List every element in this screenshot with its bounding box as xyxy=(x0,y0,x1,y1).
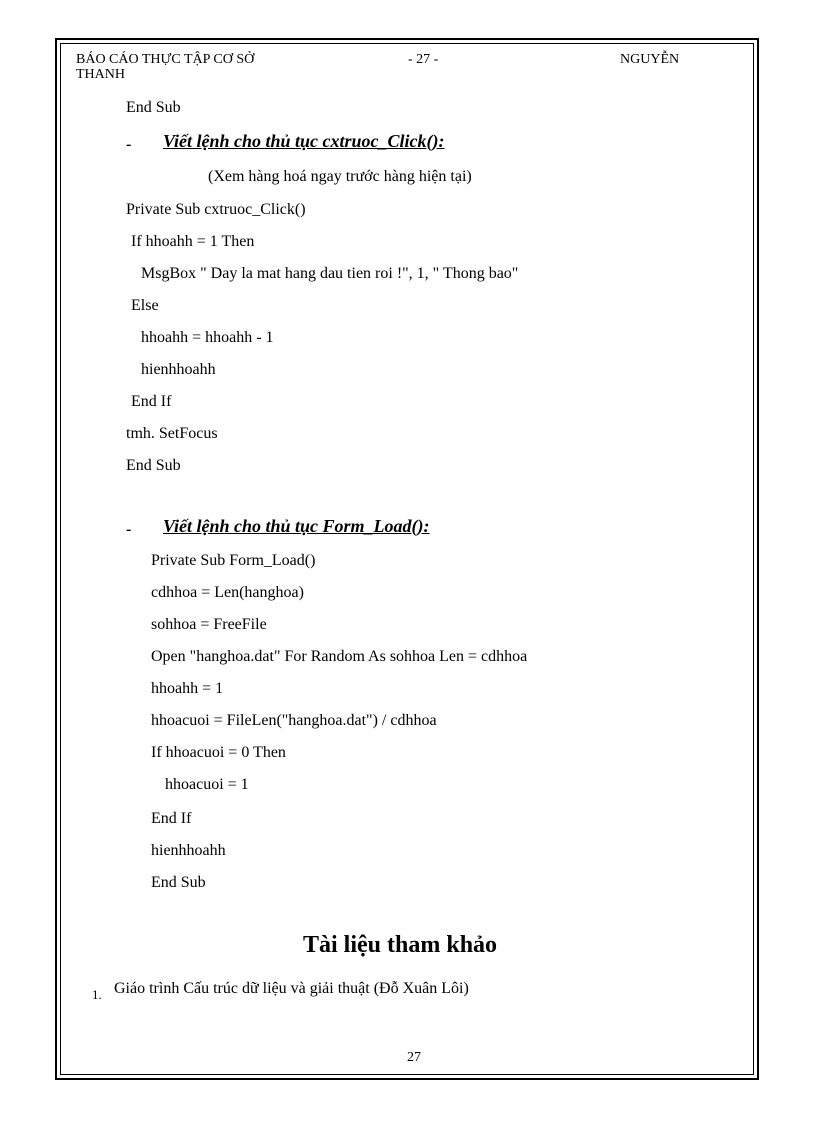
bullet-dash: - xyxy=(126,521,132,538)
code-line: If hhoacuoi = 0 Then xyxy=(151,744,286,761)
header-page-label: - 27 - xyxy=(408,52,439,67)
section-heading-cxtruoc: Viết lệnh cho thủ tục cxtruoc_Click(): xyxy=(163,131,445,151)
header-left-line2: THANH xyxy=(76,67,125,82)
code-line: tmh. SetFocus xyxy=(126,425,218,442)
code-line: MsgBox " Day la mat hang dau tien roi !", 1, " Thong bao" xyxy=(141,265,519,282)
code-line: Private Sub cxtruoc_Click() xyxy=(126,201,306,218)
footer-page-number: 27 xyxy=(407,1050,421,1065)
reference-number: 1. xyxy=(92,987,102,1002)
code-line: If hhoahh = 1 Then xyxy=(131,233,255,250)
code-line: End If xyxy=(131,393,172,410)
code-line: Open "hanghoa.dat" For Random As sohhoa Len = cdhhoa xyxy=(151,648,528,665)
code-line: cdhhoa = Len(hanghoa) xyxy=(151,584,304,601)
references-title: Tài liệu tham khảo xyxy=(303,932,498,958)
section-heading-form-load: Viết lệnh cho thủ tục Form_Load(): xyxy=(163,516,430,536)
code-line: End Sub xyxy=(151,874,206,891)
code-line: sohhoa = FreeFile xyxy=(151,616,267,633)
code-line: hienhhoahh xyxy=(151,842,226,859)
header-right: NGUYỄN xyxy=(620,52,680,67)
code-line: hhoacuoi = FileLen("hanghoa.dat") / cdhhoa xyxy=(151,712,437,729)
code-line: End If xyxy=(151,810,192,827)
reference-item: Giáo trình Cấu trúc dữ liệu và giải thuật (Đỗ Xuân Lôi) xyxy=(114,980,469,997)
header-left-line1: BÁO CÁO THỰC TẬP CƠ SỞ xyxy=(76,52,255,67)
code-line: hhoahh = hhoahh - 1 xyxy=(141,329,274,346)
code-line: hhoahh = 1 xyxy=(151,680,224,697)
code-line: Private Sub Form_Load() xyxy=(151,552,316,569)
bullet-dash: - xyxy=(126,136,132,153)
code-line: Else xyxy=(131,297,159,314)
code-line-end-sub: End Sub xyxy=(126,99,181,116)
code-line: End Sub xyxy=(126,457,181,474)
code-line: hhoacuoi = 1 xyxy=(165,776,249,793)
code-line: hienhhoahh xyxy=(141,361,216,378)
section-note: (Xem hàng hoá ngay trước hàng hiện tại) xyxy=(208,168,472,185)
